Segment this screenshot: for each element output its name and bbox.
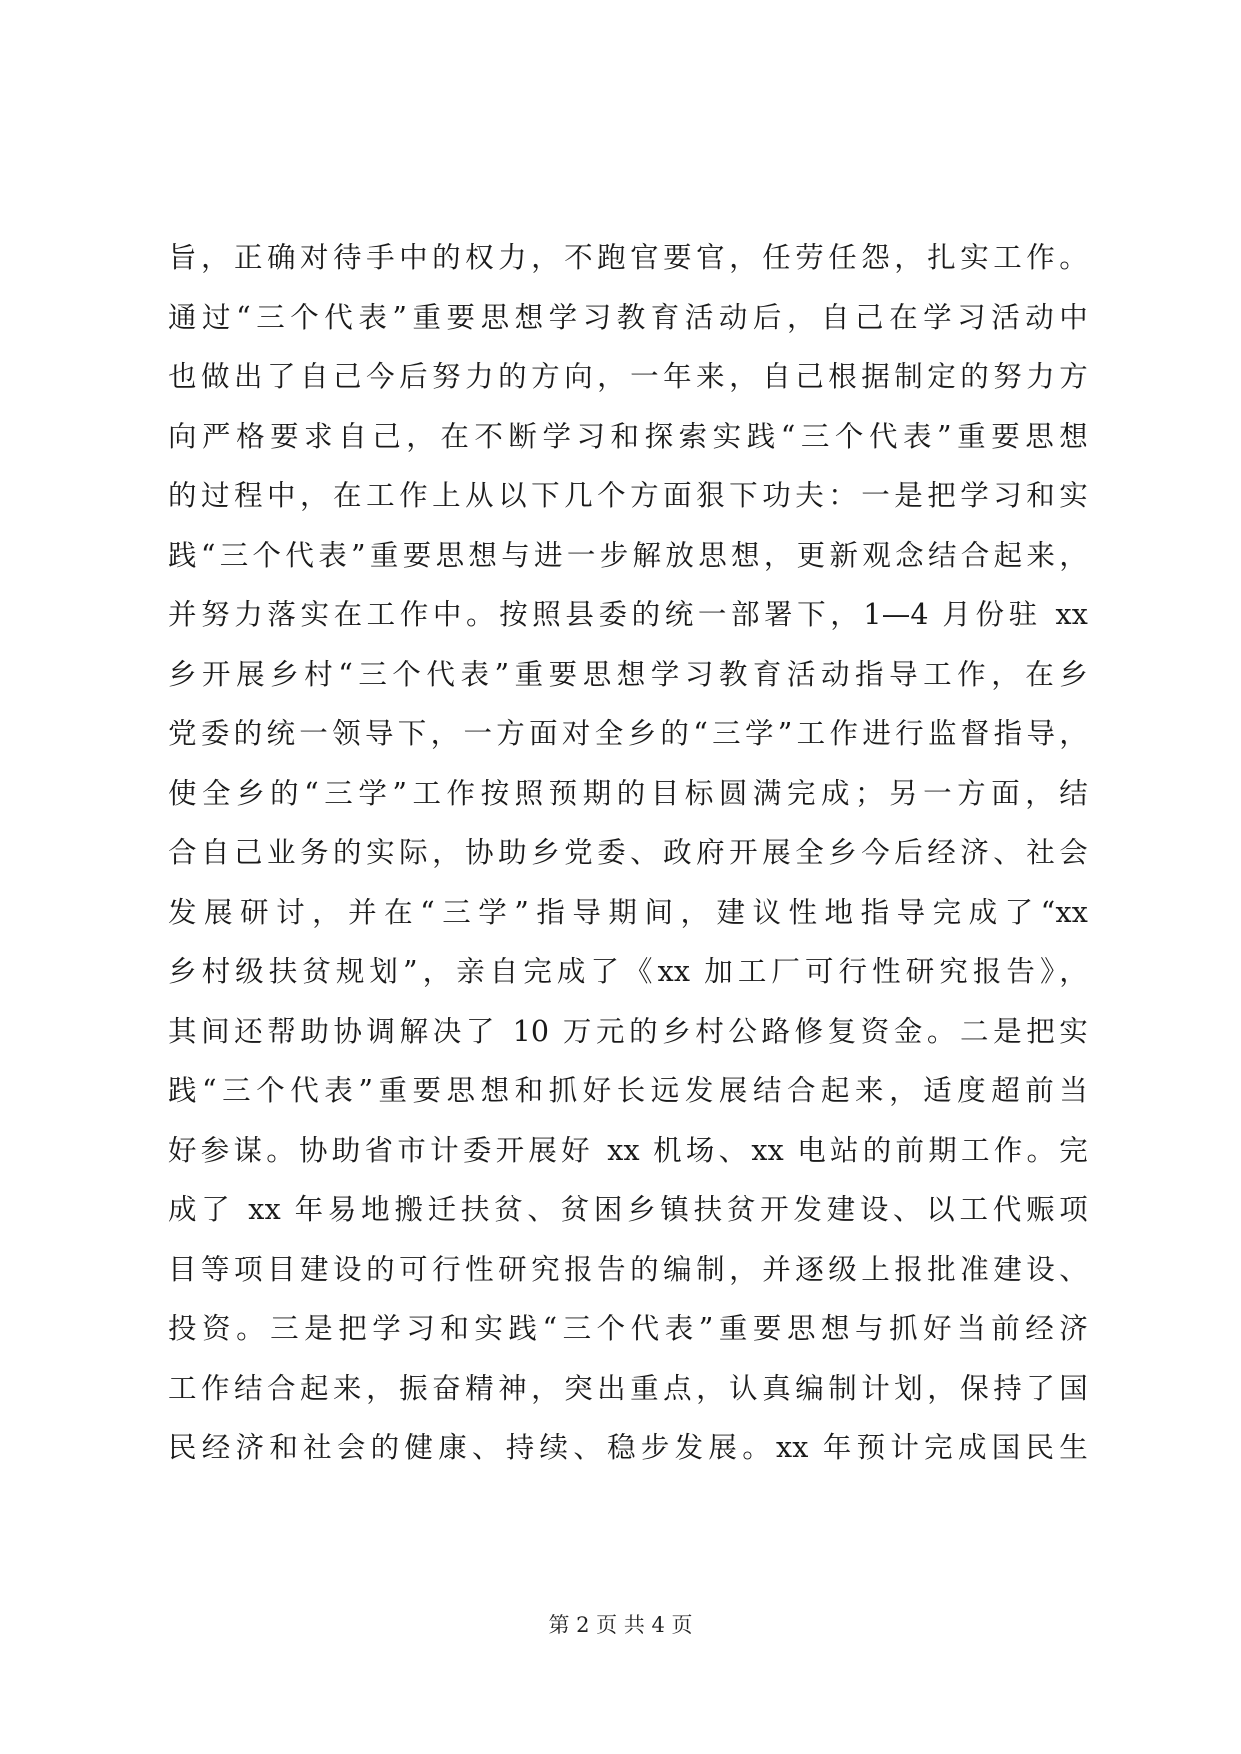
- text-line-2: 通过“三个代表”重要思想学习教育活动后，自己在学习活动中: [168, 300, 1088, 334]
- text-line-11: 合自己业务的实际，协助乡党委、政府开展全乡今后经济、社会: [168, 836, 1088, 869]
- text-line-1: 旨，正确对待手中的权力，不跑官要官，任劳任怨，扎实工作。: [168, 241, 1088, 274]
- text-line-12: 发展研讨，并在“三学”指导期间，建议性地指导完成了“xx: [168, 895, 1088, 929]
- text-line-7: 并努力落实在工作中。按照县委的统一部署下，1—4 月份驻 xx: [168, 598, 1088, 631]
- text-line-9: 党委的统一领导下，一方面对全乡的“三学”工作进行监督指导，: [168, 717, 1088, 750]
- text-line-19: 投资。三是把学习和实践“三个代表”重要思想与抓好当前经济: [168, 1312, 1088, 1345]
- body-paragraph: [168, 228, 1088, 1478]
- text-line-21: 民经济和社会的健康、持续、稳步发展。xx 年预计完成国民生: [168, 1431, 1088, 1464]
- text-line-3: 也做出了自己今后努力的方向，一年来，自己根据制定的努力方: [168, 360, 1088, 393]
- text-line-15: 践“三个代表”重要思想和抓好长远发展结合起来，适度超前当: [168, 1074, 1088, 1107]
- page-number-footer: 第 2 页 共 4 页: [548, 1613, 693, 1637]
- text-line-14: 其间还帮助协调解决了 10 万元的乡村公路修复资金。二是把实: [168, 1014, 1088, 1048]
- text-line-4: 向严格要求自己，在不断学习和探索实践“三个代表”重要思想: [168, 419, 1088, 453]
- text-line-13: 乡村级扶贫规划”，亲自完成了《xx 加工厂可行性研究报告》，: [168, 955, 1088, 988]
- text-line-10: 使全乡的“三学”工作按照预期的目标圆满完成；另一方面，结: [168, 776, 1088, 810]
- text-line-5: 的过程中，在工作上从以下几个方面狠下功夫：一是把学习和实: [168, 479, 1088, 512]
- text-line-20: 工作结合起来，振奋精神，突出重点，认真编制计划，保持了国: [168, 1371, 1088, 1405]
- text-line-6: 践“三个代表”重要思想与进一步解放思想，更新观念结合起来，: [168, 538, 1088, 572]
- text-line-8: 乡开展乡村“三个代表”重要思想学习教育活动指导工作，在乡: [168, 657, 1088, 691]
- text-line-16: 好参谋。协助省市计委开展好 xx 机场、xx 电站的前期工作。完: [168, 1133, 1088, 1167]
- text-line-17: 成了 xx 年易地搬迁扶贫、贫困乡镇扶贫开发建设、以工代赈项: [168, 1193, 1088, 1226]
- text-line-18: 目等项目建设的可行性研究报告的编制，并逐级上报批准建设、: [168, 1252, 1088, 1286]
